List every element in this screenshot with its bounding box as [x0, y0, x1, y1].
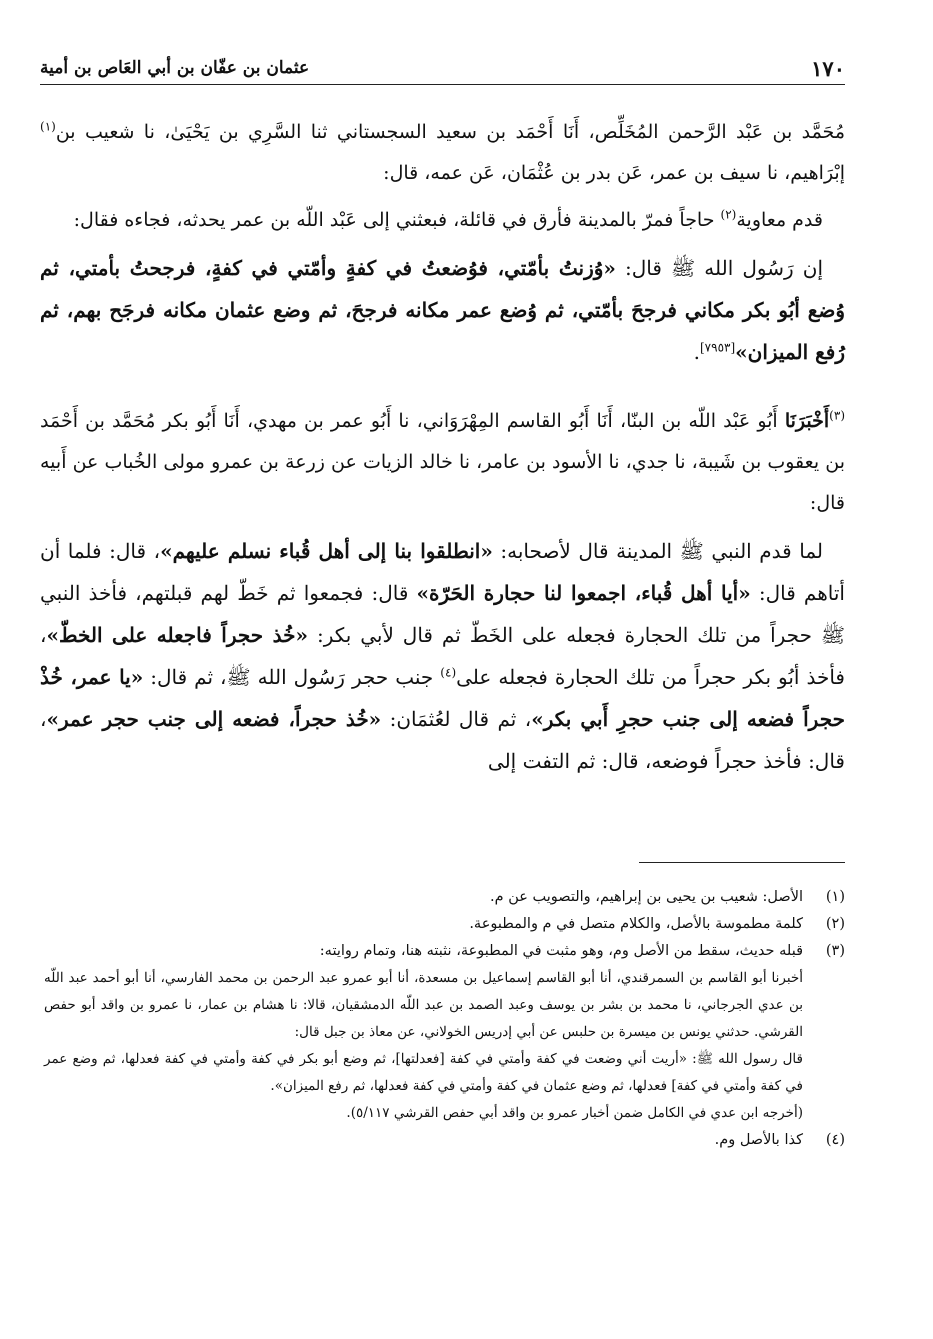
- footnote-3-hadith: قال رسول الله ﷺ: «أريت أني وضعت في كفة وأمتي في كفة [فعدلتها]، ثم وضع أبو بكر في كفة وأمتي في كفة فعدلها، ثم وضع عمر في كفة وأمتي في كفة] فعدلها، ثم وضع عثمان في كفة وأمتي في كفة فعدلها، ثم رفع الميزان».: [44, 1051, 803, 1094]
- footnote-3: (٣) قبله حديث، سقط من الأصل وم، وهو مثبت في المطبوعة، نثبته هنا، وتمام روايته: أخبرنا أبو القاسم بن السمرقندي، أنا أبو القاسم إسماعيل بن مسعدة، أنا أبو عمرو عبد الرحمن بن محمد الفارسي، أنا أبو أحمد عبد اللّه بن عدي الجرجاني، نا محمد بن بشر بن يوسف وعبد الصمد بن عبد اللّه الدمشقيان، قالا: نا هشام بن عمار، نا عمرو بن واقد أبو حفص القرشي. حدثني يونس بن ميسرة بن حلبس عن أبي إدريس الخولاني، عن معاذ بن جبل قال: قال رسول الله ﷺ: «أريت أني وضعت في كفة وأمتي في كفة [فعدلتها]، ثم وضع أبو بكر في كفة وأمتي في كفة فعدلها، ثم وضع عمر في كفة وأمتي في كفة] فعدلها، ثم وضع عثمان في كفة وأمتي في كفة فعدلها، ثم رفع الميزان». (أخرجه ابن عدي في الكامل ضمن أخبار عمرو بن واقد أبي حفص القرشي ٥/١١٧).: [44, 938, 845, 1127]
- footnote-ref-4[interactable]: (٤): [440, 665, 457, 680]
- footnote-divider: [639, 862, 845, 863]
- footnote-2: (٢) كلمة مطموسة بالأصل، والكلام متصل في م والمطبوعة.: [469, 916, 845, 932]
- footnotes: [44, 884, 845, 1154]
- footnote-ref-3[interactable]: (٣): [829, 408, 845, 423]
- footnote-3-isnad: أخبرنا أبو القاسم بن السمرقندي، أنا أبو القاسم إسماعيل بن مسعدة، أنا أبو عمرو عبد الرحمن بن محمد الفارسي، أنا أبو أحمد عبد اللّه بن عدي الجرجاني، نا محمد بن بشر بن يوسف وعبد الصمد بن عبد اللّه الدمشقيان، قالا: نا هشام بن عمار، نا عمرو بن واقد أبو حفص القرشي. حدثني يونس بن ميسرة بن حلبس عن أبي إدريس الخولاني، عن معاذ بن جبل قال:: [44, 970, 803, 1040]
- footnote-ref-1[interactable]: (١): [40, 119, 56, 134]
- footnote-3-source: (أخرجه ابن عدي في الكامل ضمن أخبار عمرو بن واقد أبي حفص القرشي ٥/١١٧).: [346, 1105, 803, 1121]
- page-header: [40, 52, 845, 85]
- paragraph-hadith-2: لما قدم النبي ﷺ المدينة قال لأصحابه: «انطلقوا بنا إلى أهل قُباء نسلم عليهم»، قال: فلما أن أتاهم قال: «أيا أهل قُباء، اجمعوا لنا حجارة الحَرّة» قال: فجمعوا ثم خَطّ لهم قبلتهم، فأخذ النبي ﷺ حجراً من تلك الحجارة فجعله على الخَطّ ثم قال لأبي بكر: «خُذ حجراً فاجعله على الخطّ»، فأخذ أبُو بكر حجراً من تلك الحجارة فجعله على$^{(٤)}$ جنب حجر رَسُول الله ﷺ، ثم قال: «يا عمر، خُذْ حجراً فضعه إلى جنب حجرِ أَبي بكر»، ثم قال لعُثمَان: «خُذ حجراً، فضعه إلى جنب حجر عمر»، قال: فأخذ حجراً فوضعه، قال: ثم التفت إلى: [40, 539, 845, 773]
- footnote-4: (٤) كذا بالأصل وم.: [714, 1132, 845, 1148]
- paragraph-isnad-2: $^{(٣)}$أَخْبَرَنَا أَبُو عَبْد اللّه بن البنّا، أَنَا أَبُو القاسم المِهْرَوَاني، نا أَبُو عمر بن مهدي، أَنَا أَبُو بكر مُحَمَّد بن أَحْمَد بن يعقوب بن شَيبة، نا جدي، نا الأسود بن عامر، نا خالد الزيات عن زرعة بن عمرو مولى الخُباب عن أَبيه قال:: [40, 408, 845, 514]
- footnote-ref-2[interactable]: (٢): [720, 207, 737, 222]
- paragraph-story-1: قدم معاوية$^{(٢)}$ حاجاً فمرّ بالمدينة فأرق في قائلة، فبعثني إلى عَبْد اللّه بن عمر يحدثه، فجاءه فقال:: [73, 207, 823, 231]
- page-number: ١٧٠: [811, 56, 845, 81]
- running-title: عثمان بن عفّان بن أبي العَاص بن أمية: [40, 58, 310, 78]
- hadith-number: [٧٩٥٣]: [699, 340, 736, 355]
- paragraph-isnad-1: مُحَمَّد بن عَبْد الرَّحمن المُخَلِّص، أَنَا أَحْمَد بن سعيد السجستاني ثنا السَّرِي بن يَحْيَىٰ، نا شعيب بن$^{(١)}$ إبْرَاهيم، نا سيف بن عمر، عَن بدر بن عُثْمَان، عَن عمه، قال:: [40, 119, 845, 184]
- footnote-1: (١) الأصل: شعيب بن يحيى بن إبراهيم، والتصويب عن م.: [490, 889, 845, 905]
- hadith-text: «وُزنتُ بأمّتي، فوُضعتُ في كفةٍ وأمّتي في كفةٍ، فرجحتُ بأمتي، ثم وُضع أبُو بكر مكاني فرجحَ بأمّتي، ثم وُضع عمر مكانه فرجحَ، ثم وضع عثمان مكانه فرجَح بهم، ثم رُفع الميزان»: [40, 256, 845, 364]
- paragraph-hadith-1: إن رَسُول الله ﷺ قال: «وُزنتُ بأمّتي، فوُضعتُ في كفةٍ وأمّتي في كفةٍ، فرجحتُ بأمتي، ثم وُضع أبُو بكر مكاني فرجحَ بأمّتي، ثم وُضع عمر مكانه فرجحَ، ثم وضع عثمان مكانه فرجَح بهم، ثم رُفع الميزان»[٧٩٥٣].: [40, 256, 845, 364]
- main-text: [40, 112, 845, 788]
